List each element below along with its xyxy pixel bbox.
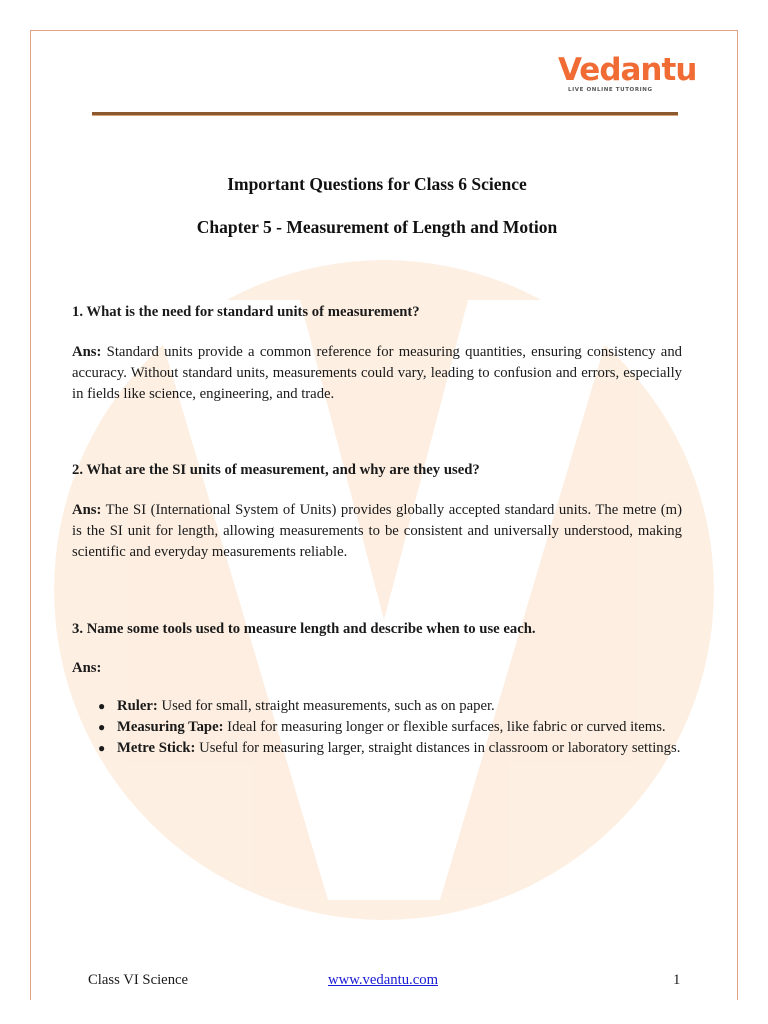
list-item-text: Used for small, straight measurements, such as on paper. bbox=[161, 698, 495, 714]
answer-label: Ans: bbox=[72, 502, 102, 518]
bullet-icon: ● bbox=[98, 720, 106, 734]
list-item-text: Ideal for measuring longer or flexible surfaces, like fabric or curved items. bbox=[227, 719, 666, 735]
document-title: Important Questions for Class 6 Science bbox=[227, 174, 527, 194]
answer-2 bbox=[72, 500, 682, 563]
answer-text: Standard units provide a common reference for measuring quantities, ensuring consistency and accuracy. Without standard units, measurements could vary, leading to confusion and errors, especially in fields like science, engineering, and trade. bbox=[72, 344, 683, 402]
header-divider bbox=[92, 112, 678, 116]
answer-label: Ans: bbox=[72, 660, 102, 676]
list-item-term: Metre Stick: bbox=[117, 740, 196, 756]
list-item-term: Ruler: bbox=[117, 698, 158, 714]
list-item-text: Useful for measuring larger, straight distances in classroom or laboratory settings. bbox=[199, 740, 681, 756]
answer-3 bbox=[72, 658, 682, 679]
footer-class-label: Class VI Science bbox=[88, 972, 189, 988]
tools-list bbox=[72, 696, 682, 759]
answer-label: Ans: bbox=[72, 344, 102, 360]
page-number: 1 bbox=[673, 972, 681, 988]
bullet-icon: ● bbox=[98, 741, 106, 755]
bullet-icon: ● bbox=[98, 699, 106, 713]
list-item bbox=[72, 717, 682, 738]
question-3: 3. Name some tools used to measure length and describe when to use each. bbox=[72, 621, 536, 637]
question-2: 2. What are the SI units of measurement, and why are they used? bbox=[72, 462, 480, 478]
question-1: 1. What is the need for standard units of measurement? bbox=[72, 304, 420, 320]
answer-1 bbox=[72, 342, 682, 405]
logo-wordmark: Vedantu bbox=[558, 52, 697, 88]
list-item bbox=[72, 738, 682, 759]
document-subtitle: Chapter 5 - Measurement of Length and Motion bbox=[196, 217, 558, 237]
list-item-term: Measuring Tape: bbox=[117, 719, 224, 735]
logo-tagline: LIVE ONLINE TUTORING bbox=[568, 87, 653, 93]
list-item bbox=[72, 696, 682, 717]
answer-text: The SI (International System of Units) provides globally accepted standard units. The metre (m) is the SI unit for length, allowing measurements to be consistent and universally understood, making scientific and everyday measurements reliable. bbox=[72, 502, 682, 560]
footer-website-link[interactable]: www.vedantu.com bbox=[328, 972, 438, 988]
vedantu-logo bbox=[556, 50, 697, 100]
